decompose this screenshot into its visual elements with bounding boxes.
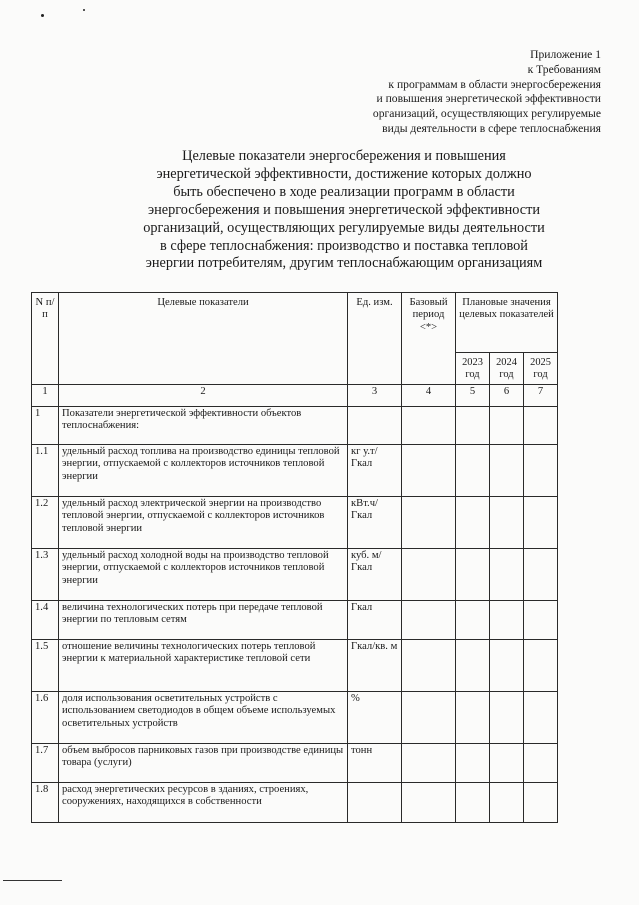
header-year: 2025 год bbox=[524, 353, 558, 385]
row-plan-2023 bbox=[456, 497, 490, 549]
row-plan-2024 bbox=[490, 549, 524, 601]
row-base-value bbox=[402, 497, 456, 549]
row-plan-2023 bbox=[456, 601, 490, 640]
row-indicator: удельный расход электрической энергии на производство тепловой энергии, отпускаемой с коллекторов источников тепловой энергии bbox=[59, 497, 348, 549]
row-number: 1.3 bbox=[32, 549, 59, 601]
header-num: N п/п bbox=[32, 293, 59, 385]
row-indicator: величина технологических потерь при передаче тепловой энергии по тепловым сетям bbox=[59, 601, 348, 640]
row-plan-2023 bbox=[456, 407, 490, 445]
row-plan-2023 bbox=[456, 744, 490, 783]
header-planned: Плановые значения целевых показателей bbox=[456, 293, 558, 353]
header-year: 2023 год bbox=[456, 353, 490, 385]
title-line: энергосбережения и повышения энергетической эффективности bbox=[147, 201, 541, 218]
footnote-separator bbox=[3, 880, 62, 881]
row-indicator: Показатели энергетической эффективности объектов теплоснабжения: bbox=[59, 407, 348, 445]
column-number: 7 bbox=[524, 385, 558, 407]
header-unit: Ед. изм. bbox=[348, 293, 402, 385]
table-row bbox=[32, 640, 558, 692]
row-unit: кг у.т/Гкал bbox=[348, 445, 402, 497]
row-number: 1.6 bbox=[32, 692, 59, 744]
row-indicator: отношение величины технологических потерь тепловой энергии к материальной характеристике тепловой сети bbox=[59, 640, 348, 692]
row-base-value bbox=[402, 601, 456, 640]
row-plan-2025 bbox=[524, 497, 558, 549]
row-plan-2024 bbox=[490, 692, 524, 744]
row-number: 1.7 bbox=[32, 744, 59, 783]
row-plan-2024 bbox=[490, 445, 524, 497]
column-number: 5 bbox=[456, 385, 490, 407]
row-plan-2024 bbox=[490, 497, 524, 549]
appendix-line: к программам в области энергосбережения bbox=[388, 77, 601, 91]
column-number: 6 bbox=[490, 385, 524, 407]
table-row bbox=[32, 549, 558, 601]
row-unit: кВт.ч/Гкал bbox=[348, 497, 402, 549]
row-plan-2023 bbox=[456, 549, 490, 601]
row-plan-2023 bbox=[456, 692, 490, 744]
appendix-line: Приложение 1 bbox=[530, 48, 601, 61]
row-unit bbox=[348, 783, 402, 823]
appendix-block bbox=[373, 48, 601, 137]
table-row bbox=[32, 744, 558, 783]
title-line: энергетической эффективности, достижение которых должно bbox=[156, 165, 532, 182]
row-unit: Гкал/кв. м bbox=[348, 640, 402, 692]
header-indicators: Целевые показатели bbox=[59, 293, 348, 385]
scan-speck bbox=[41, 14, 44, 17]
row-base-value bbox=[402, 744, 456, 783]
row-plan-2024 bbox=[490, 407, 524, 445]
row-indicator: объем выбросов парниковых газов при производстве единицы товара (услуги) bbox=[59, 744, 348, 783]
row-unit: % bbox=[348, 692, 402, 744]
row-indicator: расход энергетических ресурсов в зданиях, строениях, сооружениях, находящихся в собственности bbox=[59, 783, 348, 823]
scan-speck bbox=[83, 9, 85, 11]
column-number-row bbox=[32, 385, 558, 407]
row-number: 1.8 bbox=[32, 783, 59, 823]
row-plan-2023 bbox=[456, 445, 490, 497]
column-number: 1 bbox=[32, 385, 59, 407]
row-base-value bbox=[402, 445, 456, 497]
row-indicator: доля использования осветительных устройств с использованием светодиодов в общем объеме используемых осветительных устройств bbox=[59, 692, 348, 744]
row-plan-2025 bbox=[524, 640, 558, 692]
row-number: 1.4 bbox=[32, 601, 59, 640]
row-plan-2025 bbox=[524, 601, 558, 640]
appendix-line: виды деятельности в сфере теплоснабжения bbox=[382, 121, 601, 135]
row-base-value bbox=[402, 783, 456, 823]
header-year: 2024 год bbox=[490, 353, 524, 385]
row-unit: тонн bbox=[348, 744, 402, 783]
row-plan-2025 bbox=[524, 445, 558, 497]
column-number: 3 bbox=[348, 385, 402, 407]
row-unit: Гкал bbox=[348, 601, 402, 640]
row-indicator: удельный расход топлива на производство единицы тепловой энергии, отпускаемой с коллекторов источников тепловой энергии bbox=[59, 445, 348, 497]
row-number: 1.1 bbox=[32, 445, 59, 497]
header-row bbox=[32, 293, 558, 353]
row-plan-2025 bbox=[524, 744, 558, 783]
title-line: Целевые показатели энергосбережения и повышения bbox=[182, 148, 506, 164]
table-row bbox=[32, 445, 558, 497]
table-row bbox=[32, 497, 558, 549]
document-title bbox=[118, 148, 570, 273]
column-number: 2 bbox=[59, 385, 348, 407]
table-row bbox=[32, 783, 558, 823]
row-base-value bbox=[402, 407, 456, 445]
row-plan-2025 bbox=[524, 549, 558, 601]
row-base-value bbox=[402, 692, 456, 744]
row-base-value bbox=[402, 640, 456, 692]
row-plan-2024 bbox=[490, 744, 524, 783]
indicators-table bbox=[31, 292, 558, 823]
row-plan-2025 bbox=[524, 407, 558, 445]
appendix-line: к Требованиям bbox=[527, 62, 601, 76]
row-number: 1.5 bbox=[32, 640, 59, 692]
row-plan-2024 bbox=[490, 601, 524, 640]
title-line: в сфере теплоснабжения: производство и поставка тепловой bbox=[160, 237, 528, 254]
row-plan-2025 bbox=[524, 783, 558, 823]
appendix-line: и повышения энергетической эффективности bbox=[376, 92, 601, 106]
row-plan-2024 bbox=[490, 783, 524, 823]
row-number: 1.2 bbox=[32, 497, 59, 549]
row-plan-2023 bbox=[456, 640, 490, 692]
table-row bbox=[32, 692, 558, 744]
title-line: организаций, осуществляющих регулируемые виды деятельности bbox=[143, 219, 545, 236]
title-line: энергии потребителям, другим теплоснабжающим организациям bbox=[145, 255, 543, 272]
table-row bbox=[32, 601, 558, 640]
row-plan-2025 bbox=[524, 692, 558, 744]
row-unit bbox=[348, 407, 402, 445]
row-unit: куб. м/Гкал bbox=[348, 549, 402, 601]
row-plan-2024 bbox=[490, 640, 524, 692]
row-plan-2023 bbox=[456, 783, 490, 823]
row-base-value bbox=[402, 549, 456, 601]
title-line: быть обеспечено в ходе реализации программ в области bbox=[173, 183, 515, 200]
row-number: 1 bbox=[32, 407, 59, 445]
row-indicator: удельный расход холодной воды на производство тепловой энергии, отпускаемой с коллекторов источников тепловой энергии bbox=[59, 549, 348, 601]
table-row bbox=[32, 407, 558, 445]
appendix-line: организаций, осуществляющих регулируемые bbox=[372, 107, 601, 121]
header-base-period: Базовый период <*> bbox=[402, 293, 456, 385]
column-number: 4 bbox=[402, 385, 456, 407]
